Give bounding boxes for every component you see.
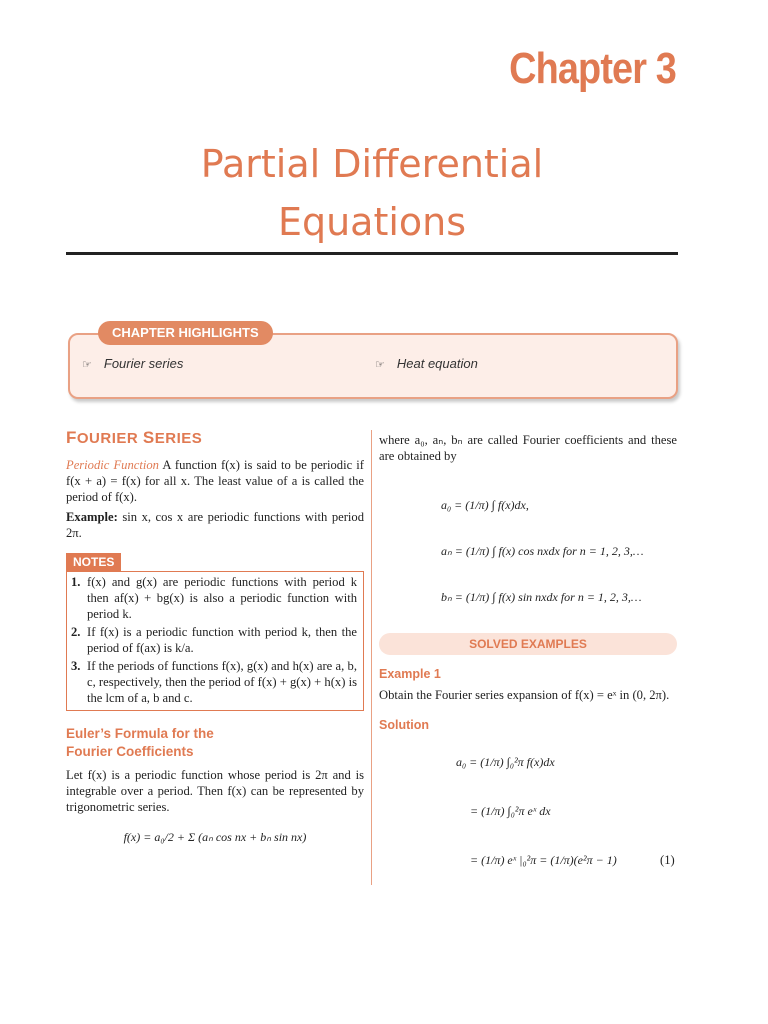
coefficient-equations [441,482,677,620]
coef-an-equation: aₙ = (1/π) ∫ f(x) cos nxdx for n = 1, 2, 3,… [441,544,644,558]
coef-a0-equation: a₀ = (1/π) ∫ f(x)dx, [441,498,529,512]
right-column [379,432,677,620]
example-paragraph: Example: sin x, cos x are periodic functions with period 2π. [66,510,364,540]
solution-line-2: = (1/π) ∫₀²π eˣ dx [470,804,551,818]
chapter-title-line1: Partial Differential [200,142,544,186]
solved-examples-bar: SOLVED EXAMPLES [379,633,677,655]
notes-box [66,571,364,711]
chapter-highlights-tab: CHAPTER HIGHLIGHTS [98,321,273,345]
solution-line-1: a₀ = (1/π) ∫₀²π f(x)dx [456,755,555,769]
left-column [66,430,364,845]
section-heading-fourier-series: FOURIER SERIES [66,428,203,447]
solution-line-3: = (1/π) eˣ |₀²π = (1/π)(e²π − 1) [470,853,617,867]
term-periodic-function: Periodic Function [66,458,159,472]
solution-heading: Solution [379,718,429,732]
note-item: 2. If f(x) is a periodic function with period k, then the period of f(ax) is k/a. [71,625,357,655]
pointing-hand-icon: ☞ [375,359,385,371]
fourier-series-equation: f(x) = a₀/2 + Σ (aₙ cos nx + bₙ sin nx) [123,830,307,844]
example-1-heading: Example 1 [379,667,441,681]
equation-number: (1) [660,853,675,867]
highlight-label: Fourier series [103,356,184,371]
column-divider [371,430,372,885]
highlight-label: Heat equation [396,356,478,371]
euler-paragraph: Let f(x) is a periodic function whose period is 2π and is integrable over a period. Then f(x) can be represented by trigonometric series. [66,768,364,814]
note-item: 1. f(x) and g(x) are periodic functions with period k then af(x) + bg(x) is also a periodic function with period k. [71,575,357,621]
euler-formula-heading: Euler’s Formula for the Fourier Coefficients [66,726,214,759]
chapter-label: Chapter 3 [509,44,676,93]
chapter-title-line2: Equations [277,200,467,244]
highlight-item-fourier [82,356,183,371]
notes-tag: NOTES [66,553,121,571]
coef-bn-equation: bₙ = (1/π) ∫ f(x) sin nxdx for n = 1, 2, 3,… [441,590,642,604]
periodic-function-paragraph: Periodic Function A function f(x) is said to be periodic if f(x + a) = f(x) for all x. The least value of a is called the period of f(x). [66,458,364,504]
coefficients-intro: where a₀, aₙ, bₙ are called Fourier coefficients and these are obtained by [379,433,677,463]
pointing-hand-icon: ☞ [82,359,92,371]
highlight-item-heat [375,356,478,371]
note-item: 3. If the periods of functions f(x), g(x) and h(x) are a, b, c, respectively, then the period of f(x) + g(x) + h(x) is the lcm of a, b and c. [71,659,357,705]
title-rule [66,252,678,255]
example-1-text: Obtain the Fourier series expansion of f(x) = eˣ in (0, 2π). [379,688,670,702]
